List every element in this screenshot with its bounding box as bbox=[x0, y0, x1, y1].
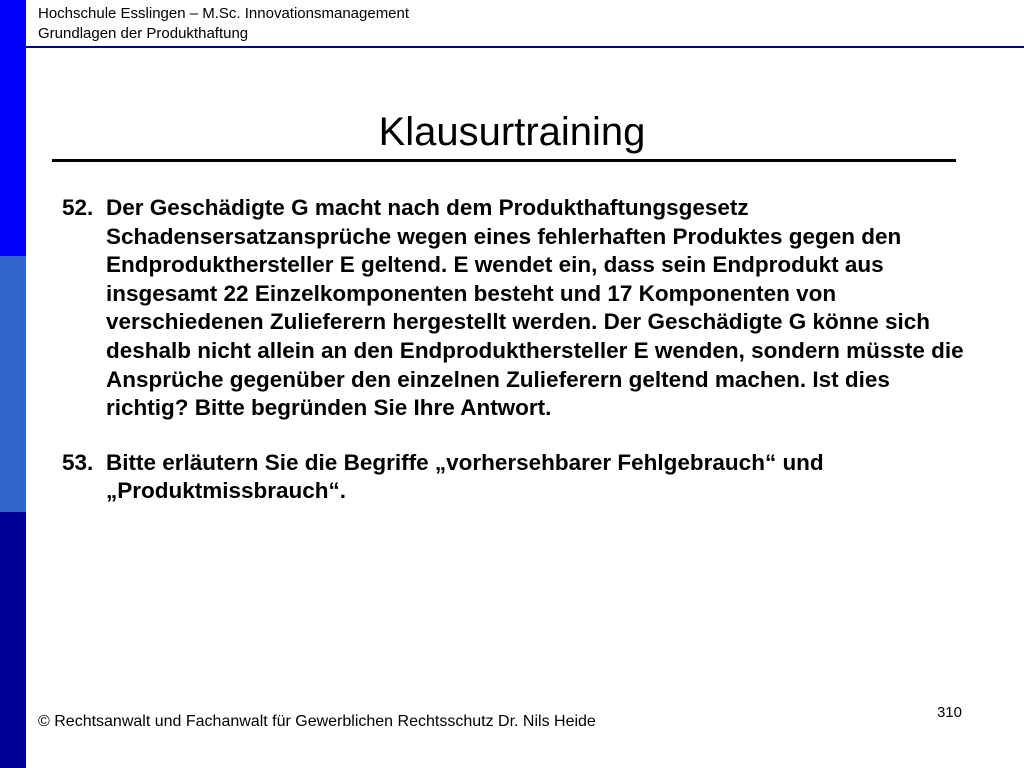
question-number: 52. bbox=[62, 195, 94, 220]
slide-title: Klausurtraining bbox=[378, 110, 646, 154]
question-text: Bitte erläutern Sie die Begriffe „vorhersehbarer Fehlgebrauch“ und „Produktmissbrauch“. bbox=[106, 449, 824, 504]
question-text: Der Geschädigte G macht nach dem Produkthaftungsgesetz Schadensersatzansprüche wegen eines fehlerhaften Produktes gegen den Endprodukthersteller E geltend. E wendet ein, dass sein Endprodukt aus insgesamt 22 Einzelkomponenten besteht und 17 Komponenten von verschiedenen Zulieferern hergestellt werden. Der Geschädigte G könne sich deshalb nicht allein an den Endprodukthersteller E wenden, sondern müsste die Ansprüche gegenüber den einzelnen Zulieferern geltend machen. Ist dies richtig? Bitte begründen Sie Ihre Antwort. bbox=[106, 195, 964, 421]
header-institution: Hochschule Esslingen – M.Sc. Innovationsmanagement bbox=[38, 5, 410, 22]
strip-segment-bottom bbox=[0, 512, 26, 768]
question-number: 53. bbox=[62, 449, 94, 475]
header-course: Grundlagen der Produkthaftung bbox=[38, 25, 249, 42]
title-underline bbox=[52, 159, 956, 162]
footer-copyright: © Rechtsanwalt und Fachanwalt für Gewerblichen Rechtsschutz Dr. Nils Heide bbox=[38, 713, 596, 730]
question-item bbox=[62, 449, 972, 506]
question-item bbox=[62, 194, 972, 423]
slide-header bbox=[38, 4, 409, 44]
header-divider bbox=[26, 46, 1024, 48]
strip-segment-middle bbox=[0, 256, 26, 512]
question-list bbox=[62, 194, 972, 532]
page-number: 310 bbox=[936, 704, 962, 721]
